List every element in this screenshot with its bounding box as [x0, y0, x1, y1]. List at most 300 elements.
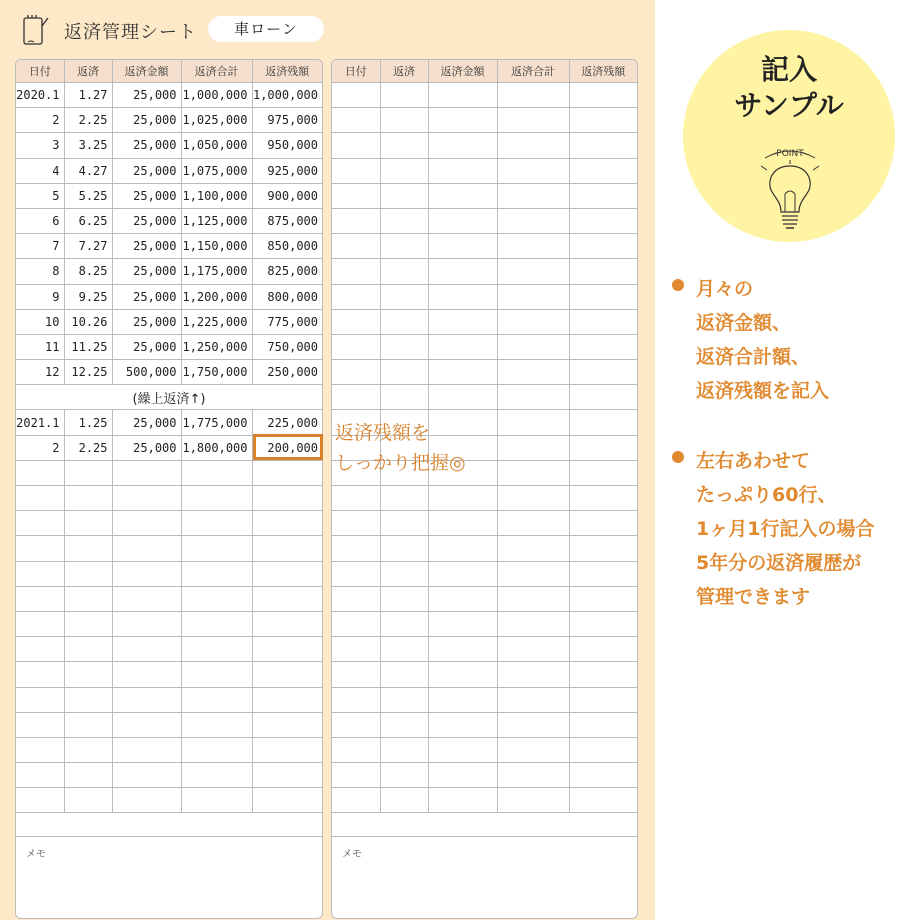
column-header: 返済残額 — [252, 60, 322, 83]
table-cell[interactable] — [181, 712, 252, 737]
table-cell[interactable] — [181, 662, 252, 687]
table-cell[interactable] — [252, 611, 322, 636]
table-cell[interactable] — [181, 460, 252, 485]
table-cell[interactable] — [428, 737, 497, 762]
table-row — [16, 788, 322, 813]
table-cell[interactable] — [181, 611, 252, 636]
table-cell[interactable] — [497, 511, 569, 536]
table-cell[interactable] — [332, 486, 380, 511]
table-cell[interactable] — [181, 763, 252, 788]
table-cell[interactable] — [112, 687, 181, 712]
table-cell[interactable] — [569, 259, 637, 284]
table-cell[interactable] — [252, 511, 322, 536]
table-cell[interactable] — [332, 561, 380, 586]
table-cell[interactable] — [332, 234, 380, 259]
table-row — [332, 360, 637, 385]
table-cell[interactable] — [569, 586, 637, 611]
table-cell[interactable] — [380, 284, 428, 309]
table-cell[interactable] — [252, 460, 322, 485]
table-cell[interactable] — [380, 83, 428, 108]
prepayment-note: (繰上返済↑) — [16, 385, 322, 410]
table-cell[interactable] — [112, 662, 181, 687]
table-cell[interactable] — [428, 83, 497, 108]
table-cell[interactable] — [181, 586, 252, 611]
table-cell[interactable] — [332, 158, 380, 183]
table-cell[interactable] — [112, 611, 181, 636]
table-cell[interactable] — [569, 662, 637, 687]
point-line: 管理できます — [696, 586, 811, 608]
table-cell[interactable] — [16, 788, 64, 813]
table-cell[interactable] — [497, 158, 569, 183]
table-cell[interactable] — [428, 586, 497, 611]
table-cell[interactable]: 25,000 — [112, 158, 181, 183]
table-cell[interactable] — [569, 561, 637, 586]
point-line: たっぷり60行、 — [696, 484, 837, 506]
table-cell[interactable] — [569, 511, 637, 536]
table-cell[interactable] — [16, 662, 64, 687]
table-cell[interactable]: 1,100,000 — [181, 183, 252, 208]
table-cell[interactable] — [16, 637, 64, 662]
table-cell[interactable] — [428, 334, 497, 359]
table-cell[interactable] — [569, 611, 637, 636]
table-cell[interactable] — [428, 536, 497, 561]
table-cell[interactable] — [64, 712, 112, 737]
left-ledger-panel — [15, 59, 323, 919]
table-cell[interactable] — [428, 158, 497, 183]
table-cell[interactable] — [428, 511, 497, 536]
table-cell[interactable] — [380, 586, 428, 611]
table-cell[interactable] — [569, 108, 637, 133]
table-cell[interactable]: 200,000 — [252, 435, 322, 460]
table-row — [332, 536, 637, 561]
table-cell[interactable] — [380, 561, 428, 586]
table-cell[interactable] — [332, 687, 380, 712]
table-cell[interactable] — [428, 763, 497, 788]
table-cell[interactable] — [428, 309, 497, 334]
table-cell[interactable] — [497, 208, 569, 233]
table-cell[interactable]: 25,000 — [112, 309, 181, 334]
table-cell[interactable] — [569, 234, 637, 259]
table-cell[interactable] — [380, 133, 428, 158]
table-cell[interactable] — [497, 133, 569, 158]
table-cell[interactable] — [380, 637, 428, 662]
table-cell[interactable]: 9 — [16, 284, 64, 309]
table-cell[interactable]: 6 — [16, 208, 64, 233]
table-cell[interactable] — [380, 662, 428, 687]
table-cell[interactable] — [380, 259, 428, 284]
table-cell[interactable] — [181, 737, 252, 762]
table-cell[interactable] — [497, 259, 569, 284]
table-cell[interactable]: 2 — [16, 108, 64, 133]
table-cell[interactable] — [569, 536, 637, 561]
table-cell[interactable]: 7 — [16, 234, 64, 259]
table-cell[interactable]: 2020.1 — [16, 83, 64, 108]
table-cell[interactable] — [252, 763, 322, 788]
table-cell[interactable] — [112, 637, 181, 662]
table-cell[interactable]: 25,000 — [112, 435, 181, 460]
table-cell[interactable] — [497, 486, 569, 511]
table-cell[interactable] — [569, 284, 637, 309]
table-cell[interactable] — [112, 788, 181, 813]
table-cell[interactable] — [181, 536, 252, 561]
table-cell[interactable] — [64, 788, 112, 813]
balance-annotation — [335, 418, 466, 478]
table-cell[interactable] — [428, 284, 497, 309]
table-cell[interactable]: 3.25 — [64, 133, 112, 158]
table-cell[interactable]: 10.26 — [64, 309, 112, 334]
table-cell[interactable] — [497, 737, 569, 762]
table-cell[interactable] — [569, 183, 637, 208]
table-cell[interactable] — [16, 737, 64, 762]
table-cell[interactable] — [497, 687, 569, 712]
table-cell[interactable] — [497, 309, 569, 334]
table-cell[interactable] — [428, 486, 497, 511]
table-cell[interactable] — [497, 234, 569, 259]
table-cell[interactable] — [16, 712, 64, 737]
table-cell[interactable]: 12 — [16, 360, 64, 385]
table-cell[interactable] — [380, 763, 428, 788]
table-cell[interactable]: 2.25 — [64, 435, 112, 460]
table-cell[interactable] — [64, 662, 112, 687]
table-cell[interactable] — [252, 486, 322, 511]
table-cell[interactable] — [380, 234, 428, 259]
table-cell[interactable]: 2 — [16, 435, 64, 460]
table-cell[interactable] — [112, 561, 181, 586]
table-cell[interactable] — [569, 637, 637, 662]
table-cell[interactable]: 1,775,000 — [181, 410, 252, 435]
table-cell[interactable] — [428, 360, 497, 385]
table-cell[interactable] — [380, 309, 428, 334]
table-cell[interactable] — [181, 788, 252, 813]
table-cell[interactable] — [380, 788, 428, 813]
table-cell[interactable] — [16, 687, 64, 712]
table-cell[interactable] — [112, 712, 181, 737]
table-cell[interactable]: 1,200,000 — [181, 284, 252, 309]
table-cell[interactable] — [497, 385, 569, 410]
table-cell[interactable] — [569, 763, 637, 788]
table-cell[interactable] — [112, 737, 181, 762]
table-cell[interactable]: 25,000 — [112, 410, 181, 435]
table-cell[interactable]: 800,000 — [252, 284, 322, 309]
table-cell[interactable] — [112, 586, 181, 611]
table-cell[interactable] — [332, 183, 380, 208]
table-cell[interactable]: 1,175,000 — [181, 259, 252, 284]
table-cell[interactable]: 825,000 — [252, 259, 322, 284]
table-cell[interactable]: 925,000 — [252, 158, 322, 183]
table-cell[interactable] — [380, 183, 428, 208]
table-cell[interactable] — [332, 108, 380, 133]
table-cell[interactable] — [428, 133, 497, 158]
table-cell[interactable]: 12.25 — [64, 360, 112, 385]
table-cell[interactable] — [16, 486, 64, 511]
table-cell[interactable] — [16, 763, 64, 788]
table-cell[interactable] — [332, 309, 380, 334]
table-cell[interactable] — [428, 712, 497, 737]
table-cell[interactable] — [16, 460, 64, 485]
table-cell[interactable] — [569, 788, 637, 813]
table-cell[interactable] — [252, 536, 322, 561]
table-cell[interactable] — [332, 385, 380, 410]
table-cell[interactable] — [16, 511, 64, 536]
table-cell[interactable] — [112, 511, 181, 536]
table-cell[interactable] — [569, 309, 637, 334]
table-cell[interactable]: 4 — [16, 158, 64, 183]
table-cell[interactable] — [428, 611, 497, 636]
table-cell[interactable] — [428, 385, 497, 410]
table-cell[interactable]: 975,000 — [252, 108, 322, 133]
table-cell[interactable]: 875,000 — [252, 208, 322, 233]
table-cell[interactable] — [497, 637, 569, 662]
table-cell[interactable] — [497, 460, 569, 485]
table-cell[interactable]: 2021.1 — [16, 410, 64, 435]
table-cell[interactable] — [332, 536, 380, 561]
table-cell[interactable]: 25,000 — [112, 234, 181, 259]
table-cell[interactable] — [252, 637, 322, 662]
table-cell[interactable]: 7.27 — [64, 234, 112, 259]
table-cell[interactable]: 10 — [16, 309, 64, 334]
table-cell[interactable] — [380, 486, 428, 511]
table-cell[interactable]: 25,000 — [112, 183, 181, 208]
table-cell[interactable]: 1.27 — [64, 83, 112, 108]
table-cell[interactable] — [64, 763, 112, 788]
memo-label: メモ — [26, 849, 46, 860]
table-cell[interactable]: 1,025,000 — [181, 108, 252, 133]
table-cell[interactable]: 225,000 — [252, 410, 322, 435]
table-row — [16, 712, 322, 737]
table-row — [332, 284, 637, 309]
table-cell[interactable]: 2.25 — [64, 108, 112, 133]
table-cell[interactable] — [380, 611, 428, 636]
table-cell[interactable] — [16, 611, 64, 636]
table-cell[interactable] — [252, 586, 322, 611]
table-cell[interactable] — [332, 763, 380, 788]
table-cell[interactable] — [497, 334, 569, 359]
table-cell[interactable]: 25,000 — [112, 133, 181, 158]
table-cell[interactable] — [181, 486, 252, 511]
table-cell[interactable]: 1,225,000 — [181, 309, 252, 334]
table-cell[interactable]: 25,000 — [112, 334, 181, 359]
table-cell[interactable] — [380, 385, 428, 410]
table-cell[interactable]: 1,000,000 — [181, 83, 252, 108]
table-cell[interactable] — [569, 737, 637, 762]
table-cell[interactable] — [332, 788, 380, 813]
table-cell[interactable] — [16, 536, 64, 561]
table-cell[interactable] — [332, 712, 380, 737]
table-cell[interactable] — [380, 158, 428, 183]
table-cell[interactable] — [497, 536, 569, 561]
point-line: 返済金額、 — [696, 312, 792, 334]
table-cell[interactable] — [569, 133, 637, 158]
loan-name-field[interactable]: 車ローン — [208, 16, 324, 42]
table-cell[interactable]: 1.25 — [64, 410, 112, 435]
table-cell[interactable]: 1,075,000 — [181, 158, 252, 183]
table-cell[interactable] — [252, 712, 322, 737]
table-cell[interactable] — [252, 561, 322, 586]
table-cell[interactable] — [112, 536, 181, 561]
table-cell[interactable]: 6.25 — [64, 208, 112, 233]
table-cell[interactable] — [64, 737, 112, 762]
table-cell[interactable]: 3 — [16, 133, 64, 158]
memo-area[interactable] — [332, 836, 637, 918]
point-line: 月々の — [696, 278, 754, 300]
table-row — [16, 133, 322, 158]
table-cell[interactable]: 750,000 — [252, 334, 322, 359]
table-cell[interactable]: 250,000 — [252, 360, 322, 385]
table-cell[interactable]: 1,150,000 — [181, 234, 252, 259]
table-cell[interactable] — [497, 763, 569, 788]
table-cell[interactable]: 1,125,000 — [181, 208, 252, 233]
table-cell[interactable] — [380, 334, 428, 359]
table-cell[interactable] — [16, 561, 64, 586]
table-cell[interactable] — [64, 611, 112, 636]
table-cell[interactable]: 1,050,000 — [181, 133, 252, 158]
table-cell[interactable] — [497, 586, 569, 611]
table-cell[interactable] — [497, 662, 569, 687]
table-cell[interactable] — [497, 410, 569, 435]
table-row — [332, 511, 637, 536]
table-cell[interactable] — [569, 385, 637, 410]
table-cell[interactable] — [332, 284, 380, 309]
table-cell[interactable] — [332, 511, 380, 536]
table-cell[interactable] — [181, 561, 252, 586]
point-label: POINT — [776, 149, 804, 159]
table-cell[interactable]: 25,000 — [112, 259, 181, 284]
table-cell[interactable] — [569, 687, 637, 712]
table-cell[interactable] — [332, 737, 380, 762]
table-cell[interactable] — [332, 360, 380, 385]
table-cell[interactable] — [380, 737, 428, 762]
table-cell[interactable] — [332, 586, 380, 611]
table-cell[interactable]: 950,000 — [252, 133, 322, 158]
table-cell[interactable] — [497, 435, 569, 460]
table-cell[interactable] — [428, 561, 497, 586]
table-cell[interactable] — [497, 712, 569, 737]
table-row — [16, 334, 322, 359]
table-cell[interactable]: 4.27 — [64, 158, 112, 183]
table-cell[interactable] — [428, 183, 497, 208]
table-cell[interactable] — [569, 712, 637, 737]
table-cell[interactable] — [332, 259, 380, 284]
table-cell[interactable] — [497, 108, 569, 133]
table-row — [332, 309, 637, 334]
table-cell[interactable] — [332, 208, 380, 233]
table-cell[interactable]: 25,000 — [112, 83, 181, 108]
table-cell[interactable] — [428, 108, 497, 133]
table-cell[interactable] — [428, 637, 497, 662]
table-cell[interactable] — [380, 536, 428, 561]
table-cell[interactable] — [64, 561, 112, 586]
table-cell[interactable] — [428, 662, 497, 687]
table-cell[interactable] — [497, 788, 569, 813]
table-cell[interactable] — [64, 536, 112, 561]
table-cell[interactable] — [64, 687, 112, 712]
table-cell[interactable] — [497, 360, 569, 385]
table-cell[interactable] — [497, 183, 569, 208]
table-cell[interactable]: 775,000 — [252, 309, 322, 334]
table-cell[interactable] — [112, 460, 181, 485]
table-cell[interactable] — [332, 611, 380, 636]
table-cell[interactable] — [380, 687, 428, 712]
table-cell[interactable] — [252, 788, 322, 813]
table-cell[interactable]: 11.25 — [64, 334, 112, 359]
memo-area[interactable] — [16, 836, 322, 918]
table-cell[interactable] — [380, 712, 428, 737]
table-cell[interactable] — [569, 158, 637, 183]
table-cell[interactable] — [332, 133, 380, 158]
table-cell[interactable] — [112, 763, 181, 788]
table-cell[interactable]: 1,250,000 — [181, 334, 252, 359]
table-cell[interactable] — [64, 486, 112, 511]
table-cell[interactable]: 1,750,000 — [181, 360, 252, 385]
table-cell[interactable] — [332, 334, 380, 359]
table-cell[interactable] — [569, 360, 637, 385]
table-cell[interactable] — [428, 234, 497, 259]
table-cell[interactable]: 9.25 — [64, 284, 112, 309]
table-cell[interactable]: 8.25 — [64, 259, 112, 284]
table-cell[interactable] — [64, 637, 112, 662]
table-cell[interactable]: 900,000 — [252, 183, 322, 208]
table-cell[interactable]: 5 — [16, 183, 64, 208]
table-cell[interactable] — [569, 334, 637, 359]
table-cell[interactable]: 5.25 — [64, 183, 112, 208]
table-cell[interactable] — [332, 83, 380, 108]
table-cell[interactable] — [569, 435, 637, 460]
table-cell[interactable] — [380, 108, 428, 133]
table-cell[interactable] — [64, 586, 112, 611]
table-cell[interactable] — [16, 586, 64, 611]
table-cell[interactable] — [497, 611, 569, 636]
table-cell[interactable] — [428, 788, 497, 813]
table-cell[interactable]: 11 — [16, 334, 64, 359]
table-cell[interactable] — [181, 511, 252, 536]
table-cell[interactable]: 8 — [16, 259, 64, 284]
table-cell[interactable] — [332, 637, 380, 662]
table-cell[interactable] — [64, 460, 112, 485]
table-cell[interactable]: 25,000 — [112, 284, 181, 309]
table-cell[interactable] — [569, 83, 637, 108]
table-cell[interactable] — [569, 410, 637, 435]
table-cell[interactable] — [497, 284, 569, 309]
table-cell[interactable] — [332, 662, 380, 687]
table-cell[interactable] — [181, 637, 252, 662]
table-cell[interactable] — [497, 561, 569, 586]
table-cell[interactable] — [569, 208, 637, 233]
table-cell[interactable] — [380, 208, 428, 233]
table-cell[interactable] — [497, 83, 569, 108]
table-row — [332, 561, 637, 586]
table-cell[interactable] — [428, 259, 497, 284]
table-cell[interactable]: 25,000 — [112, 208, 181, 233]
table-cell[interactable] — [428, 687, 497, 712]
table-cell[interactable] — [380, 511, 428, 536]
table-cell[interactable] — [181, 687, 252, 712]
table-cell[interactable]: 1,800,000 — [181, 435, 252, 460]
table-cell[interactable]: 25,000 — [112, 108, 181, 133]
table-cell[interactable] — [569, 486, 637, 511]
table-cell[interactable] — [252, 662, 322, 687]
table-cell[interactable] — [428, 208, 497, 233]
table-cell[interactable] — [569, 460, 637, 485]
table-cell[interactable]: 850,000 — [252, 234, 322, 259]
table-cell[interactable] — [112, 486, 181, 511]
table-cell[interactable]: 500,000 — [112, 360, 181, 385]
table-cell[interactable] — [380, 360, 428, 385]
table-cell[interactable] — [252, 737, 322, 762]
table-cell[interactable] — [64, 511, 112, 536]
table-cell[interactable] — [252, 687, 322, 712]
table-cell[interactable]: 1,000,000 — [252, 83, 322, 108]
table-row — [332, 788, 637, 813]
